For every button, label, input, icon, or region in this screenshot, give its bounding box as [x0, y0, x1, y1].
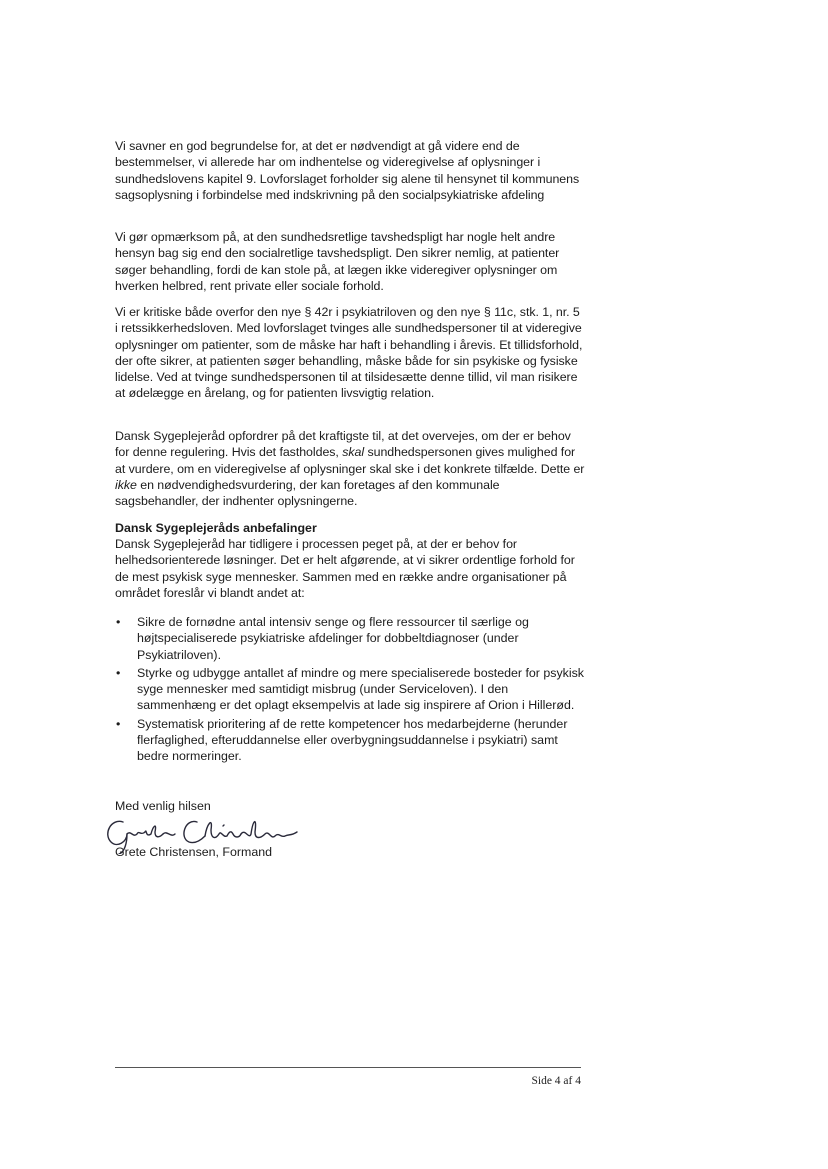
- paragraph-1: Vi savner en god begrundelse for, at det er nødvendigt at gå videre end de bestemmelser, vi allerede har om indhentelse og videregivelse af oplysninger i sundhedslovens kapitel 9. Lovforslaget forholder sig alene til hensynet til kommunens sagsoplysning i forbindelse med indskrivning på den socialpsykiatriske afdeling: [115, 139, 580, 202]
- list-item: [115, 716, 585, 765]
- section-heading: Dansk Sygeplejeråds anbefalinger: [115, 521, 317, 535]
- paragraph-4-text-b: sundhedspersonen gives mulighed for at vurdere, om en videregivelse af oplysninger skal ske i det konkrete tilfælde. Dette er: [115, 445, 585, 476]
- recommendation-list: [115, 614, 585, 767]
- page-number: Side 4 af 4: [531, 1075, 581, 1087]
- bullet-icon: •: [116, 615, 121, 629]
- paragraph-4-text-c: en nødvendighedsvurdering, der kan foretages af den kommunale sagsbehandler, der indhenter oplysningerne.: [115, 477, 500, 509]
- paragraph-3: Vi er kritiske både overfor den nye § 42r i psykiatriloven og den nye § 11c, stk. 1, nr. 5 i retssikkerhedsloven. Med lovforslaget tvinges alle sundhedspersoner til at videregive oplysninger om patienter, som de måske har haft i behandling i årevis. Et tillidsforhold, der ofte sikrer, at patienten søger behandling, måske både for sin psykiske og fysiske lidelse. Ved at tvinge sundhedspersonen til at tilsidesætte denne tillid, vil man risikere at ødelægge en årelang, og for patienten livsvigtig relation.: [115, 305, 583, 401]
- list-item-text: Styrke og udbygge antallet af mindre og mere specialiserede bosteder for psykisk syge mennesker med samtidigt misbrug (under Serviceloven). I den sammenhæng er det oplagt eksempelvis at lade sig inspirere af Orion i Hillerød.: [137, 665, 584, 713]
- footer-divider: [115, 1067, 581, 1068]
- closing-greeting: Med venlig hilsen: [115, 799, 211, 813]
- list-item: [115, 665, 585, 714]
- list-item: [115, 614, 585, 663]
- paragraph-4: [115, 428, 585, 509]
- signer-name: Grete Christensen, Formand: [115, 845, 273, 859]
- paragraph-4-emphasis-skal: skal: [342, 445, 365, 460]
- list-item-text: Sikre de fornødne antal intensiv senge og flere ressourcer til særlige og højtspecialiserede psykiatriske afdelinger for dobbeltdiagnoser (under Psykiatriloven).: [137, 615, 529, 662]
- list-item-text: Systematisk prioritering af de rette kompetencer hos medarbejderne (herunder flerfaglighed, efteruddannelse eller overbygningsuddannelse i psykiatri) samt bedre normeringer.: [137, 716, 568, 764]
- paragraph-4-emphasis-ikke: ikke: [115, 477, 137, 492]
- paragraph-5: Dansk Sygeplejeråd har tidligere i processen peget på, at der er behov for helhedsorienterede løsninger. Det er helt afgørende, at vi sikrer ordentlige forhold for de mest psykisk syge mennesker. Sammen med en række andre organisationer på området foreslår vi blandt andet at:: [115, 537, 575, 600]
- paragraph-4-text-a: Dansk Sygeplejeråd opfordrer på det kraftigste til, at det overvejes, om der er behov for denne regulering. Hvis det fastholdes,: [115, 429, 571, 460]
- bullet-icon: •: [116, 665, 121, 680]
- bullet-icon: •: [116, 716, 121, 731]
- paragraph-2: Vi gør opmærksom på, at den sundhedsretlige tavshedspligt har nogle helt andre hensyn bag sig end den socialretlige tavshedspligt. Den sikrer nemlig, at patienter søger behandling, fordi de kan stole på, at lægen ikke videregiver oplysninger om hverken helbred, rent private eller sociale forhold.: [115, 230, 560, 293]
